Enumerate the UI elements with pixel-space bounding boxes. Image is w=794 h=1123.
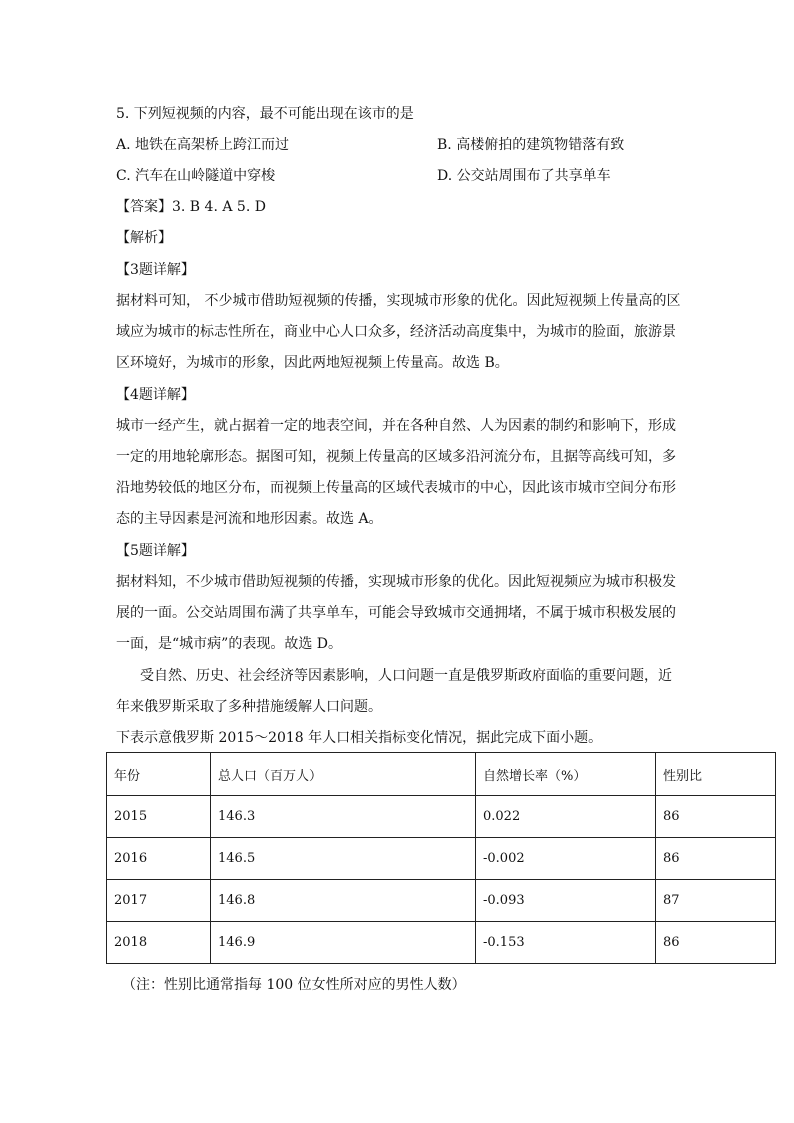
q4-line-2: 一定的用地轮廓形态。据图可知，视频上传量高的区域多沿河流分布，且据等高线可知，多 [116, 449, 676, 465]
header-year: 年份 [107, 753, 211, 796]
q3-line-2: 域应为城市的标志性所在，商业中心人口众多，经济活动高度集中，为城市的脸面，旅游景 [116, 324, 676, 340]
intro-line-2: 年来俄罗斯采取了多种措施缓解人口问题。 [116, 699, 382, 715]
option-b: B. 高楼俯拍的建筑物错落有致 [437, 137, 625, 153]
table-row [107, 796, 776, 838]
option-a: A. 地铁在高架桥上跨江而过 [116, 137, 290, 153]
answer-line: 【答案】3. B 4. A 5. D [116, 199, 266, 215]
intro-line-1: 受自然、历史、社会经济等因素影响，人口问题一直是俄罗斯政府面临的重要问题，近 [140, 668, 672, 684]
cell-year: 2017 [107, 880, 211, 922]
cell-year: 2018 [107, 922, 211, 964]
cell-sex-ratio: 86 [656, 796, 776, 838]
cell-growth-rate: 0.022 [476, 796, 656, 838]
q5-line-3: 一面，是“城市病”的表现。故选 D。 [116, 636, 342, 652]
q3-heading: 【3题详解】 [116, 262, 195, 278]
intro-line-3: 下表示意俄罗斯 2015～2018 年人口相关指标变化情况，据此完成下面小题。 [116, 730, 603, 746]
table-note: （注：性别比通常指每 100 位女性所对应的男性人数） [122, 977, 466, 993]
cell-year: 2015 [107, 796, 211, 838]
header-growth-rate: 自然增长率（%） [476, 753, 656, 796]
q3-line-3: 区环境好，为城市的形象，因此两地短视频上传量高。故选 B。 [116, 355, 509, 371]
cell-growth-rate: -0.002 [476, 838, 656, 880]
q4-line-4: 态的主导因素是河流和地形因素。故选 A。 [116, 511, 383, 527]
population-table [106, 752, 776, 964]
table-row [107, 922, 776, 964]
q4-line-1: 城市一经产生，就占据着一定的地表空间，并在各种自然、人为因素的制约和影响下，形成 [116, 418, 676, 434]
cell-growth-rate: -0.093 [476, 880, 656, 922]
analysis-label: 【解析】 [116, 230, 172, 246]
q5-line-2: 展的一面。公交站周围布满了共享单车，可能会导致城市交通拥堵，不属于城市积极发展的 [116, 605, 676, 621]
q5-line-1: 据材料知，不少城市借助短视频的传播，实现城市形象的优化。因此短视频应为城市积极发 [116, 574, 676, 590]
cell-total-population: 146.5 [211, 838, 476, 880]
cell-total-population: 146.8 [211, 880, 476, 922]
table-row [107, 838, 776, 880]
cell-growth-rate: -0.153 [476, 922, 656, 964]
option-d: D. 公交站周围布了共享单车 [437, 168, 611, 184]
q4-heading: 【4题详解】 [116, 387, 195, 403]
cell-sex-ratio: 87 [656, 880, 776, 922]
question-5-stem: 5. 下列短视频的内容，最不可能出现在该市的是 [116, 106, 414, 122]
cell-total-population: 146.9 [211, 922, 476, 964]
cell-total-population: 146.3 [211, 796, 476, 838]
q4-line-3: 沿地势较低的地区分布，而视频上传量高的区域代表城市的中心，因此该市城市空间分布形 [116, 480, 676, 496]
header-sex-ratio: 性别比 [656, 753, 776, 796]
q5-heading: 【5题详解】 [116, 543, 195, 559]
table-row [107, 880, 776, 922]
cell-year: 2016 [107, 838, 211, 880]
cell-sex-ratio: 86 [656, 838, 776, 880]
q3-line-1: 据材料可知， 不少城市借助短视频的传播，实现城市形象的优化。因此短视频上传量高的区 [116, 293, 681, 309]
header-total-population: 总人口（百万人） [211, 753, 476, 796]
table-header-row [107, 753, 776, 796]
cell-sex-ratio: 86 [656, 922, 776, 964]
option-c: C. 汽车在山岭隧道中穿梭 [116, 168, 276, 184]
